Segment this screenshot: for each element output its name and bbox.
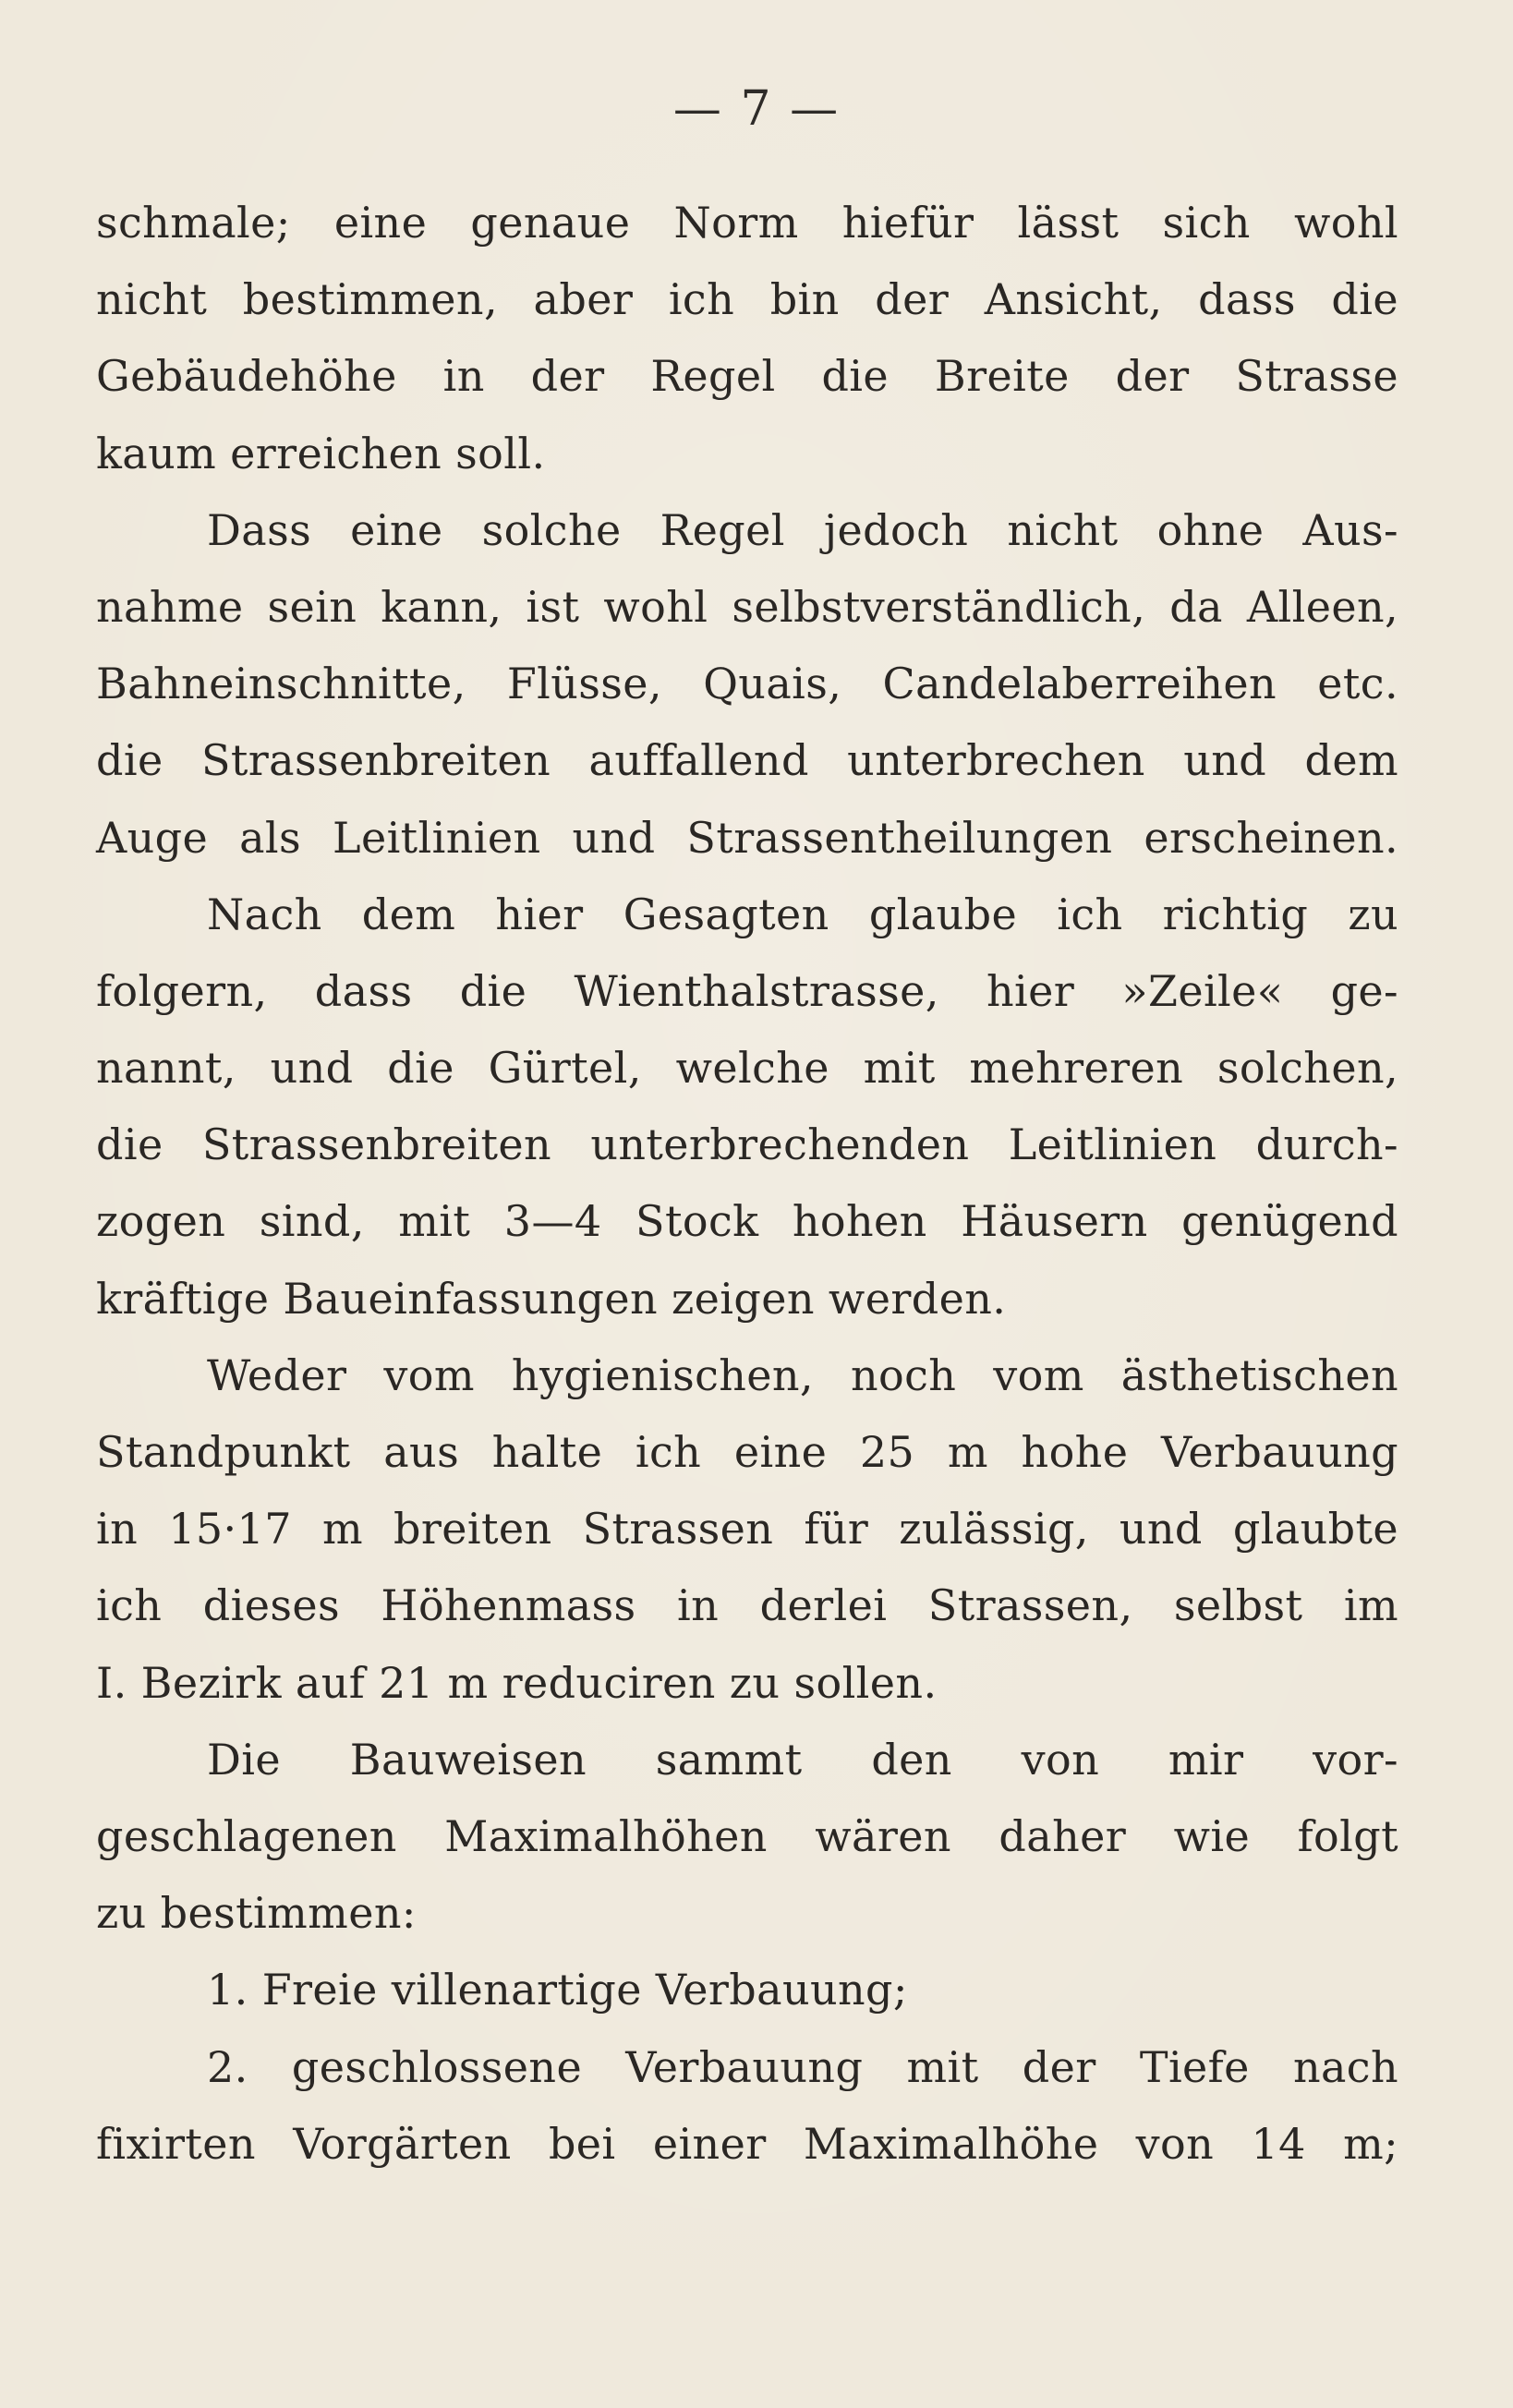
body-text [96,185,1398,2183]
text-line: in 15·17 m breiten Strassen für zulässig, und glaubte [96,1504,1398,1555]
text-line: Nach dem hier Gesagten glaube ich richtig zu [207,889,1398,939]
text-line: Bahneinschnitte, Flüsse, Quais, Candelaberreihen etc. [96,659,1398,709]
text-line: die Strassenbreiten unterbrechenden Leitlinien durch- [96,1119,1398,1170]
text-line: die Strassenbreiten auffallend unterbrechen und dem [96,735,1398,786]
text-line: ich dieses Höhenmass in derlei Strassen, selbst im [96,1580,1398,1631]
text-line: kräftige Baueinfassungen zeigen werden. [96,1273,1007,1324]
text-line: Dass eine solche Regel jedoch nicht ohne Aus- [207,504,1398,555]
text-line: Gebäudehöhe in der Regel die Breite der Strasse [96,351,1398,402]
text-line: nicht bestimmen, aber ich bin der Ansicht, dass die [96,274,1398,325]
text-line: schmale; eine genaue Norm hiefür lässt sich wohl [96,198,1398,248]
text-line: zu bestimmen: [96,1888,417,1939]
text-line: 1. Freie villenartige Verbauung; [207,1965,908,2015]
text-line: Die Bauweisen sammt den von mir vor- [207,1734,1398,1785]
text-line: Auge als Leitlinien und Strassentheilungen erscheinen. [96,812,1398,863]
text-line: geschlagenen Maximalhöhen wären daher wie folgt [96,1810,1398,1861]
text-line: kaum erreichen soll. [96,428,546,478]
text-line: Standpunkt aus halte ich eine 25 m hohe Verbauung [96,1427,1398,1477]
page-number: — 7 — [672,81,841,137]
text-line: folgern, dass die Wienthalstrasse, hier »Zeile« ge- [96,965,1398,1016]
text-line: zogen sind, mit 3—4 Stock hohen Häusern genügend [96,1196,1398,1247]
text-line: I. Bezirk auf 21 m reduciren zu sollen. [96,1657,938,1708]
text-line: 2. geschlossene Verbauung mit der Tiefe nach [207,2041,1398,2092]
text-line: nahme sein kann, ist wohl selbstverständlich, da Alleen, [96,581,1398,632]
text-line: nannt, und die Gürtel, welche mit mehreren solchen, [96,1043,1398,1094]
text-line: Weder vom hygienischen, noch vom ästhetischen [207,1349,1398,1400]
text-line: fixirten Vorgärten bei einer Maximalhöhe von 14 m; [96,2118,1398,2169]
